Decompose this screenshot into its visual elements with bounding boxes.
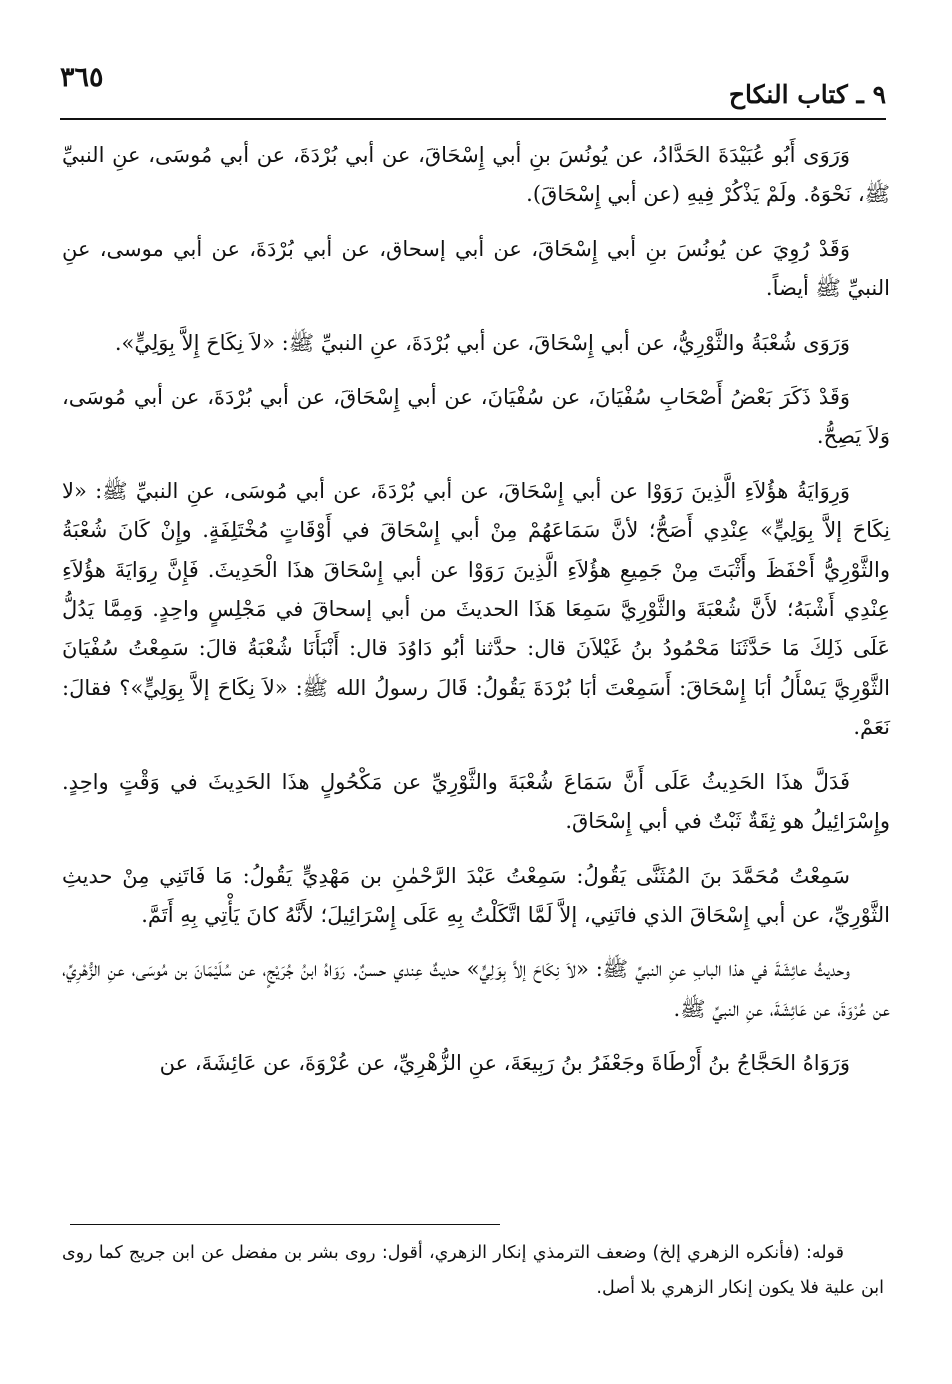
paragraph-text: وَقَدْ ذَكَرَ بَعْضُ أَصْحَابِ سُفْيَانَ، عن سُفْيَانَ، عن أبي إِسْحَاقَ، عن أبي بُرْدَةَ، عن أبي مُوسَى، وَلاَ يَصِحُّ. xyxy=(62,385,890,449)
paragraph xyxy=(62,472,890,748)
paragraph-text: وحديثُ عائِشَةَ في هذا البابِ عنِ النبيِّ ﷺ: «لاَ نِكَاحَ إلاَّ بِوَلِيٍّ» حديثٌ عِندي حسنٌ. رَوَاهُ ابنُ جُرَيْجٍ، عن سُلَيْمَانَ بن مُوسَى، عنِ الزُّهْرِيِّ، عن عُرْوَةَ، عن عَائِشَةَ، عنِ النبيِّ ﷺ. xyxy=(62,957,890,1021)
paragraph-text: سَمِعْتُ مُحَمَّدَ بنَ المُثَنَّى يَقُولُ: سَمِعْتُ عَبْدَ الرَّحْمٰنِ بن مَهْدِيٍّ يَقُولُ: مَا فَاتَنِي مِنْ حديثِ الثَّوْرِيِّ، عن أبي إِسْحَاقَ الذي فاتَنِي، إلاَّ لَمَّا اتَّكَلْتُ بِهِ عَلَى إِسْرَائِيلَ؛ لأَنَّهُ كانَ يَأْتِي بِهِ أَتَمَّ. xyxy=(62,863,890,927)
footnote-text: قوله: (فأنكره الزهري إلخ) وضعف الترمذي إنكار الزهري، أقول: روى بشر بن مفضل عن ابن جريج كما روى ابن علية فلا يكون إنكار الزهري بلا أصل. xyxy=(62,1243,884,1298)
paragraph-text: وَرَوَى أَبُو عُبَيْدَةَ الحَدَّادُ، عن يُونُسَ بنِ أبي إِسْحَاقَ، عن أبي بُرْدَةَ، عن أبي مُوسَى، عنِ النبيِّ ﷺ، نَحْوَهُ. ولَمْ يَذْكُرْ فِيهِ (عن أبي إِسْحَاقَ). xyxy=(62,143,890,207)
paragraph xyxy=(62,230,890,309)
main-text xyxy=(62,136,890,1099)
paragraph xyxy=(62,857,890,936)
footnote-divider xyxy=(70,1224,500,1225)
paragraph-text: وَرِوَايَةُ هؤُلاَءِ الَّذِينَ رَوَوْا عن أبي إِسْحَاقَ، عن أبي بُرْدَةَ، عن أبي مُوسَى، عنِ النبيِّ ﷺ: «لا نِكَاحَ إلاَّ بِوَلِيٍّ» عِنْدِي أَصَحُّ؛ لأنَّ سَمَاعَهُمْ مِنْ أبي إِسْحَاقَ في أَوْقَاتٍ مُخْتَلِفَةٍ. وإِنْ كَانَ شُعْبَةُ والثَّوْرِيُّ أَحْفَظَ وأَثْبَتَ مِنْ جَمِيعِ هؤُلاَءِ الَّذِينَ رَوَوْا عن أبي إِسْحَاقَ هذَا الْحَدِيثَ. فَإِنَّ رِوَايَةَ هؤُلاَءِ عِنْدِي أَشْبَهُ؛ لأَنَّ شُعْبَةَ والثَّوْرِيَّ سَمِعَا هَذَا الحديثَ من أبي إسحاقَ في مَجْلِسٍ واحِدٍ. وَمِمَّا يَدُلُّ عَلَى ذَلِكَ مَا حَدَّثَنَا مَحْمُودُ بنُ غَيْلاَنَ قال: حدَّثنا أبُو دَاوُدَ قال: أَنْبَأَنَا شُعْبَةُ قالَ: سَمِعْتُ سُفْيَانَ الثَّوْرِيَّ يَسْأَلُ أبَا إِسْحَاقَ: أَسَمِعْتَ أبَا بُرْدَةَ يَقُولُ: قَالَ رسولُ الله ﷺ: «لاَ نِكَاحَ إلاَّ بِوَلِيٍّ»؟ فقالَ: نَعَمْ. xyxy=(62,478,890,740)
paragraph xyxy=(62,136,890,215)
paragraph-text: فَدَلَّ هذَا الحَدِيثُ عَلَى أَنَّ سَمَاعَ شُعْبَةَ والثَّوْرِيِّ عن مَكْحُولٍ هذَا الحَدِيثَ في وَقْتٍ واحِدٍ. وإِسْرَائِيلُ هو ثِقَةٌ ثَبْتٌ في أبي إِسْحَاقَ. xyxy=(62,769,890,834)
paragraph-text: وَرَوَاهُ الحَجَّاجُ بنُ أَرْطَاةَ وجَعْفَرُ بنُ رَبِيعَةَ، عنِ الزُّهْرِيِّ، عن عُرْوَةَ، عن عَائِشَةَ، عن xyxy=(159,1051,850,1076)
paragraph xyxy=(62,763,890,842)
paragraph xyxy=(62,950,890,1029)
header-divider xyxy=(60,118,886,120)
paragraph xyxy=(62,324,890,363)
page-header xyxy=(60,60,886,122)
paragraph-text: وَرَوَى شُعْبَةُ والثَّوْرِيُّ، عن أبي إِسْحَاقَ، عن أبي بُرْدَةَ، عنِ النبيِّ ﷺ: «لاَ نِكَاحَ إِلاَّ بِوَلِيٍّ». xyxy=(114,330,850,355)
footnote xyxy=(62,1236,884,1306)
paragraph xyxy=(62,378,890,457)
paragraph xyxy=(62,1044,890,1083)
paragraph-text: وَقَدْ رُوِيَ عن يُونُسَ بنِ أبي إِسْحَاقَ، عن أبي إسحاق، عن أبي بُرْدَةَ، عن أبي موسى، عنِ النبيِّ ﷺ أيضاً. xyxy=(62,236,890,301)
chapter-title: ٩ ـ كتاب النكاح xyxy=(728,80,886,109)
page-number: ٣٦٥ xyxy=(60,62,104,93)
